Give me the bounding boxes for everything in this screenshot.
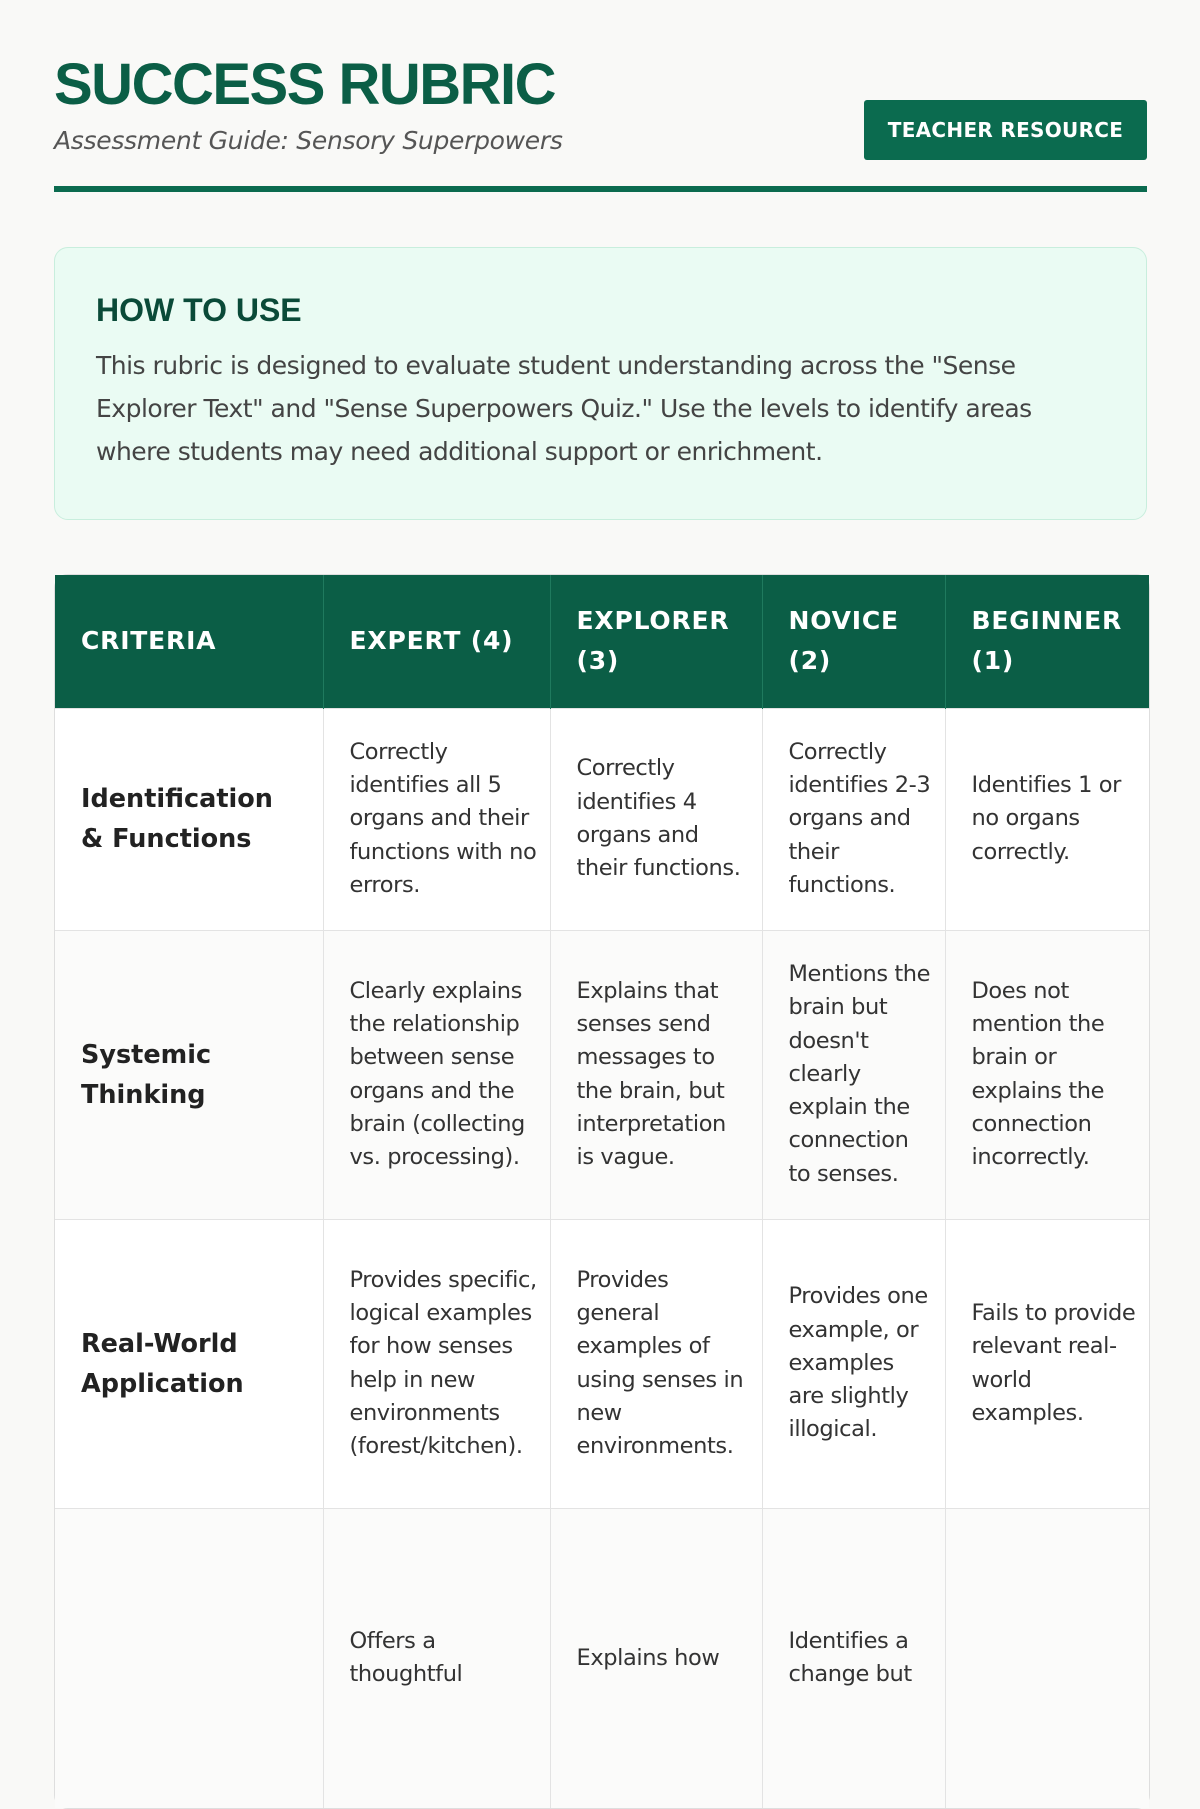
expert-cell: Correctly identifies all 5 organs and their functions with no errors. — [323, 708, 550, 930]
expert-cell: Provides specific, logical examples for how senses help in new environments (forest/kitchen). — [323, 1219, 550, 1508]
table-row — [55, 1219, 1149, 1508]
novice-cell: Identifies a change but — [762, 1508, 945, 1808]
how-to-use-heading: HOW TO USE — [96, 292, 302, 328]
page-header — [54, 0, 1147, 194]
column-header-expert: EXPERT (4) — [323, 575, 550, 708]
how-to-use-text: This rubric is designed to evaluate student understanding across the "Sense Explorer Text" and "Sense Superpowers Quiz." Use the levels to identify areas where students may need additional support or enrichment. — [96, 351, 1032, 466]
explorer-cell: Correctly identifies 4 organs and their functions. — [550, 708, 762, 930]
beginner-cell: Identifies 1 or no organs correctly. — [945, 708, 1149, 930]
table-row — [55, 1508, 1149, 1808]
criterion-cell: Systemic Thinking — [55, 930, 323, 1219]
explorer-cell: Provides general examples of using senses in new environments. — [550, 1219, 762, 1508]
expert-cell: Offers a thoughtful — [323, 1508, 550, 1808]
novice-cell: Correctly identifies 2-3 organs and their functions. — [762, 708, 945, 930]
column-header-explorer: EXPLORER (3) — [550, 575, 762, 708]
novice-cell: Provides one example, or examples are slightly illogical. — [762, 1219, 945, 1508]
beginner-cell: Fails to provide relevant real-world examples. — [945, 1219, 1149, 1508]
criterion-cell: Real-World Application — [55, 1219, 323, 1508]
header-divider — [54, 186, 1147, 192]
teacher-resource-button[interactable]: TEACHER RESOURCE — [864, 100, 1147, 160]
explorer-cell: Explains that senses send messages to the brain, but interpretation is vague. — [550, 930, 762, 1219]
explorer-cell: Explains how — [550, 1508, 762, 1808]
beginner-cell: Does not mention the brain or explains the connection incorrectly. — [945, 930, 1149, 1219]
column-header-beginner: BEGINNER (1) — [945, 575, 1149, 708]
page-subtitle: Assessment Guide: Sensory Superpowers — [54, 126, 563, 155]
column-header-criteria: CRITERIA — [55, 575, 323, 708]
page-title: SUCCESS RUBRIC — [54, 52, 556, 117]
rubric-table — [54, 574, 1150, 1809]
beginner-cell — [945, 1508, 1149, 1808]
table-row — [55, 930, 1149, 1219]
novice-cell: Mentions the brain but doesn't clearly explain the connection to senses. — [762, 930, 945, 1219]
criterion-cell: Identification & Functions — [55, 708, 323, 930]
table-row — [55, 708, 1149, 930]
rubric-header-row — [55, 575, 1149, 708]
criterion-cell — [55, 1508, 323, 1808]
expert-cell: Clearly explains the relationship between sense organs and the brain (collecting vs. processing). — [323, 930, 550, 1219]
column-header-novice: NOVICE (2) — [762, 575, 945, 708]
how-to-use-panel — [54, 247, 1147, 520]
